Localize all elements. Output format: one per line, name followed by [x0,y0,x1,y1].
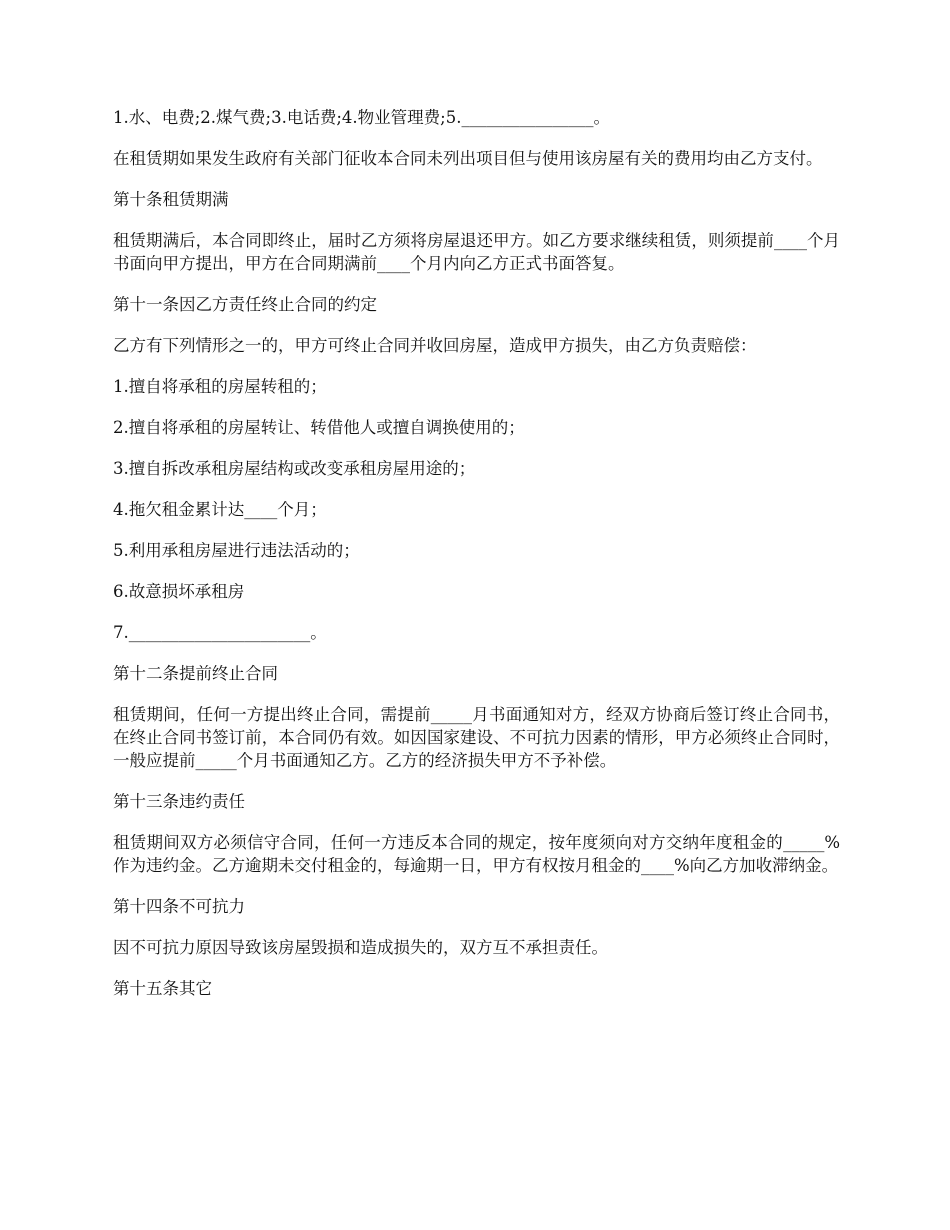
section-heading-14: 第十四条不可抗力 [113,897,245,916]
breach-liability-clause: 租赁期间双方必须信守合同，任何一方违反本合同的规定，按年度须向对方交纳年度租金的_____%作为违约金。乙方逾期未交付租金的，每逾期一日，甲方有权按月租金的____%向乙方加收滞纳金。 [113,833,840,875]
section-heading-13: 第十三条违约责任 [113,792,245,811]
condition-item-7: 7.______________________。 [113,623,327,642]
lease-expiry-clause: 租赁期满后，本合同即终止，届时乙方须将房屋退还甲方。如乙方要求继续租赁，则须提前____个月书面向甲方提出，甲方在合同期满前____个月内向乙方正式书面答复。 [113,231,840,273]
condition-item-5: 5.利用承租房屋进行违法活动的； [113,541,360,560]
section-heading-11: 第十一条因乙方责任终止合同的约定 [113,295,377,314]
section-heading-10: 第十条租赁期满 [113,190,229,209]
condition-item-1: 1.擅自将承租的房屋转租的； [113,377,327,396]
section-heading-15: 第十五条其它 [113,979,212,998]
condition-item-6: 6.故意损坏承租房 [113,582,245,601]
condition-item-4: 4.拖欠租金累计达____个月； [113,500,327,519]
force-majeure-clause: 因不可抗力原因导致该房屋毁损和造成损失的，双方互不承担责任。 [113,938,608,957]
termination-conditions-intro: 乙方有下列情形之一的，甲方可终止合同并收回房屋，造成甲方损失，由乙方负责赔偿： [113,336,757,355]
document-page [113,106,840,1018]
unlisted-fees-clause: 在租赁期如果发生政府有关部门征收本合同未列出项目但与使用该房屋有关的费用均由乙方支付。 [113,149,823,168]
section-heading-12: 第十二条提前终止合同 [113,664,278,683]
condition-item-2: 2.擅自将承租的房屋转让、转借他人或擅自调换使用的； [113,418,525,437]
utility-fees-list: 1.水、电费;2.煤气费;3.电话费;4.物业管理费;5.________________。 [113,108,610,127]
condition-item-3: 3.擅自拆改承租房屋结构或改变承租房屋用途的； [113,459,476,478]
early-termination-clause: 租赁期间，任何一方提出终止合同，需提前_____月书面通知对方，经双方协商后签订终止合同书，在终止合同书签订前，本合同仍有效。如因国家建设、不可抗力因素的情形，甲方必须终止合同时，一般应提前_____个月书面通知乙方。乙方的经济损失甲方不予补偿。 [113,705,840,770]
